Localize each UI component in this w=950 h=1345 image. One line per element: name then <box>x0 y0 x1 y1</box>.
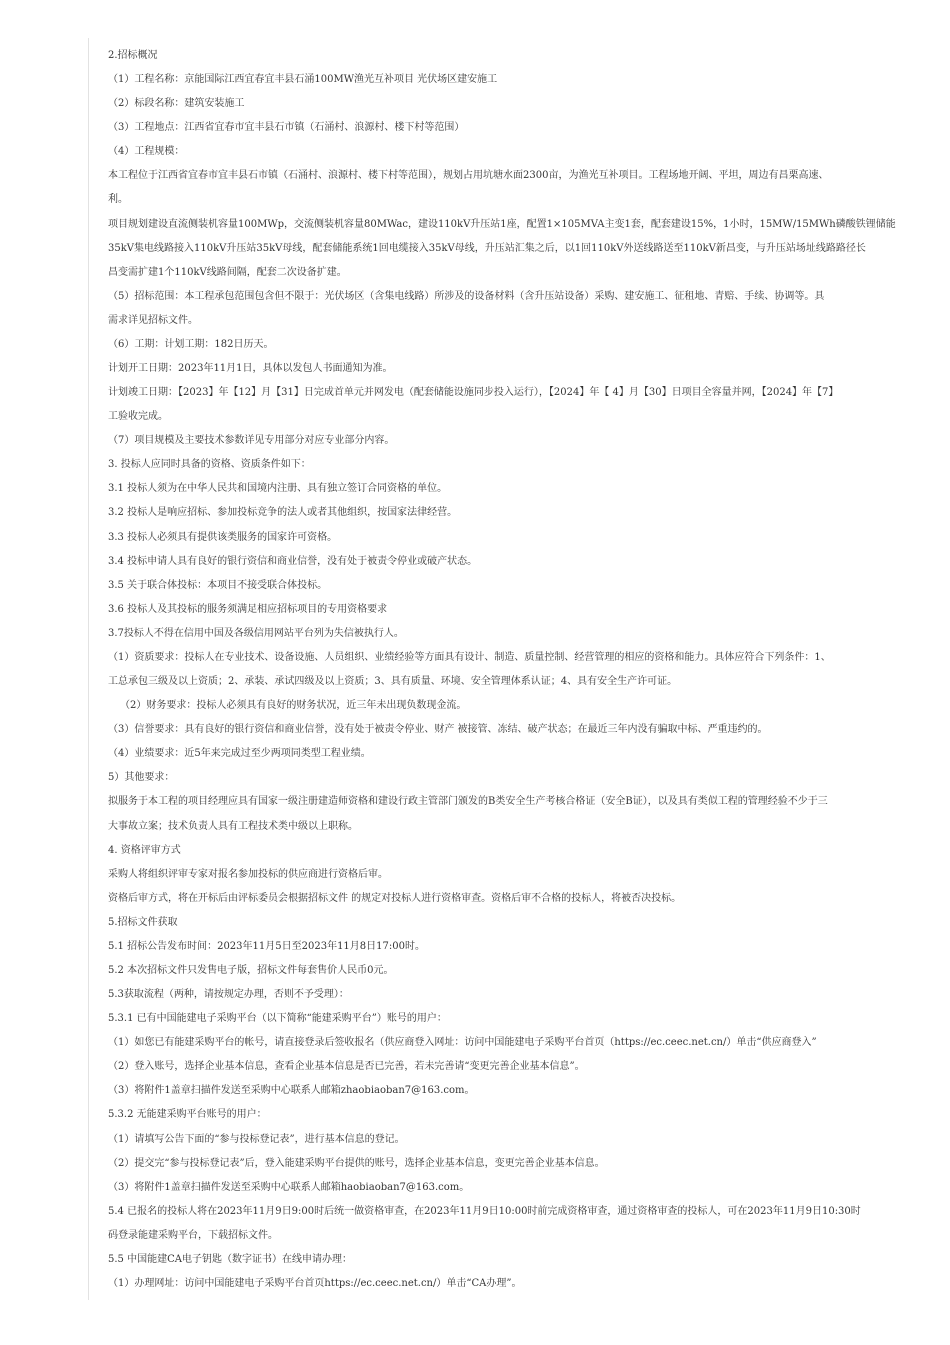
text-line: （4）业绩要求：近5年来完成过至少两项同类型工程业绩。 <box>108 748 371 760</box>
text-line: （5）招标范围：本工程承包范围包含但不限于：光伏场区（含集电线路）所涉及的设备材料（含升压站设备）采购、建安施工、征租地、青赔、手续、协调等。具 <box>108 290 825 302</box>
text-line: 计划竣工日期：【2023】年【12】月【31】日完成首单元并网发电（配套储能设施同步投入运行），【2024】年【 4】月【30】日项目全容量并网，【2024】年【7】 <box>108 387 839 399</box>
text-line: （3）将附件1盖章扫描件发送至采购中心联系人邮箱zhaobiaoban7@163.com。 <box>108 1085 475 1097</box>
text-line: 需求详见招标文件。 <box>108 314 198 326</box>
text-line: 3.4 投标申请人具有良好的银行资信和商业信誉，没有处于被责令停业或破产状态。 <box>108 555 478 567</box>
section-heading: 2.招标概况 <box>108 50 158 61</box>
text-line: 5.1 招标公告发布时间：2023年11月5日至2023年11月8日17:00时。 <box>108 940 425 952</box>
text-line: 5.5 中国能建CA电子钥匙（数字证书）在线申请办理： <box>108 1253 352 1265</box>
text-line: 采购人将组织评审专家对报名参加投标的供应商进行资格后审。 <box>108 868 388 880</box>
text-line: （1）请填写公告下面的“参与投标登记表”，进行基本信息的登记。 <box>108 1133 405 1145</box>
text-line: 3.2 投标人是响应招标、参加投标竞争的法人或者其他组织，按国家法律经营。 <box>108 507 458 519</box>
text-line: （1）如您已有能建采购平台的帐号，请直接登录后签收报名（供应商登入网址：访问中国能建电子采购平台首页（https://ec.ceec.net.cn/）单击“供应商登入” <box>108 1037 817 1049</box>
text-line: 工验收完成。 <box>108 411 168 423</box>
text-line: （6）工期：计划工期：182日历天。 <box>108 338 274 350</box>
text-line: 3.3 投标人必须具有提供该类服务的国家许可资格。 <box>108 531 338 543</box>
text-line: 35kV集电线路接入110kV升压站35kV母线，配套储能系统1回电缆接入35kV母线，升压站汇集之后，以1回110kV外送线路送至110kV新昌变，与升压站场址线路路径长 <box>108 242 866 254</box>
text-line: 拟服务于本工程的项目经理应具有国家一级注册建造师资格和建设行政主管部门颁发的B类安全生产考核合格证（安全B证），以及具有类似工程的管理经验不少于三 <box>108 796 828 808</box>
text-line: （3）信誉要求：具有良好的银行资信和商业信誉，没有处于被责令停业、财产 被接管、冻结、破产状态；在最近三年内没有骗取中标、严重违约的。 <box>108 724 768 736</box>
text-line: 3.6 投标人及其投标的服务须满足相应招标项目的专用资格要求 <box>108 603 388 615</box>
text-line: 5.3.2 无能建采购平台账号的用户： <box>108 1109 267 1121</box>
text-line: 5）其他要求： <box>108 772 175 784</box>
text-line: （3）将附件1盖章扫描件发送至采购中心联系人邮箱haobiaoban7@163.com。 <box>108 1181 470 1193</box>
text-line: 5.3获取流程（两种，请按规定办理，否则不予受理）： <box>108 989 349 1001</box>
text-line: （2）财务要求：投标人必须具有良好的财务状况，近三年未出现负数现金流。 <box>120 700 467 712</box>
section-heading: 3. 投标人应同时具备的资格、资质条件如下： <box>108 459 311 471</box>
document-body <box>108 44 908 1296</box>
text-line: 计划开工日期：2023年11月1日，具体以发包人书面通知为准。 <box>108 363 393 375</box>
text-line: （7）项目规模及主要技术参数详见专用部分对应专业部分内容。 <box>108 435 395 447</box>
section-heading: 5.招标文件获取 <box>108 916 178 928</box>
section-heading: 4. 资格评审方式 <box>108 844 181 856</box>
text-line: （1）办理网址：访问中国能建电子采购平台首页https://ec.ceec.net.cn/）单击“CA办理”。 <box>108 1277 522 1289</box>
text-line: （2）标段名称：建筑安装施工 <box>108 98 245 110</box>
text-line: 工总承包三级及以上资质；2、承装、承试四级及以上资质；3、具有质量、环境、安全管理体系认证；4、具有安全生产许可证。 <box>108 676 678 688</box>
text-line: （4）工程规模： <box>108 146 185 158</box>
text-line: 项目规划建设直流侧装机容量100MWp，交流侧装机容量80MWac，建设110kV升压站1座，配置1×105MVA主变1套，配套建设15%，1小时，15MW/15MWh磷酸铁锂储能 <box>108 218 896 230</box>
text-line: 5.3.1 已有中国能建电子采购平台（以下简称“能建采购平台”）账号的用户： <box>108 1013 447 1025</box>
text-line: （3）工程地点：江西省宜春市宜丰县石市镇（石涌村、浪源村、楼下村等范围） <box>108 122 465 134</box>
text-line: 昌变需扩建1个110kV线路间隔，配套二次设备扩建。 <box>108 266 347 278</box>
text-line: （1）资质要求：投标人在专业技术、设备设施、人员组织、业绩经验等方面具有设计、制造、质量控制、经营管理的相应的资格和能力。具体应符合下列条件：1、 <box>108 651 831 663</box>
text-line: 3.7投标人不得在信用中国及各级信用网站平台列为失信被执行人。 <box>108 627 404 639</box>
text-line: 资格后审方式，将在开标后由评标委员会根据招标文件 的规定对投标人进行资格审查。资格后审不合格的投标人，将被否决投标。 <box>108 892 682 904</box>
text-line: （2）提交完“参与投标登记表”后，登入能建采购平台提供的账号，选择企业基本信息，变更完善企业基本信息。 <box>108 1157 605 1169</box>
left-margin-rule <box>88 38 89 1300</box>
text-line: 3.1 投标人须为在中华人民共和国境内注册、具有独立签订合同资格的单位。 <box>108 483 448 495</box>
text-line: 码登录能建采购平台，下载招标文件。 <box>108 1229 278 1241</box>
text-line: 大事故立案；技术负责人具有工程技术类中级以上职称。 <box>108 820 358 832</box>
text-line: 本工程位于江西省宜春市宜丰县石市镇（石涌村、浪源村、楼下村等范围），规划占用坑塘水面2300亩，为渔光互补项目。工程场地开阔、平坦，周边有昌栗高速、 <box>108 170 829 182</box>
text-line: 5.4 已报名的投标人将在2023年11月9日9:00时后统一做资格审查，在2023年11月9日10:00时前完成资格审查，通过资格审查的投标人，可在2023年11月9日10:30时 <box>108 1205 861 1217</box>
text-line: 5.2 本次招标文件只发售电子版，招标文件每套售价人民币0元。 <box>108 964 394 976</box>
text-line: （2）登入账号，选择企业基本信息，查看企业基本信息是否已完善，若未完善请“变更完善企业基本信息”。 <box>108 1061 585 1073</box>
text-line: （1）工程名称：京能国际江西宜春宜丰县石涌100MW渔光互补项目 光伏场区建安施工 <box>108 74 498 86</box>
text-line: 利。 <box>108 194 128 206</box>
text-line: 3.5 关于联合体投标：本项目不接受联合体投标。 <box>108 579 328 591</box>
